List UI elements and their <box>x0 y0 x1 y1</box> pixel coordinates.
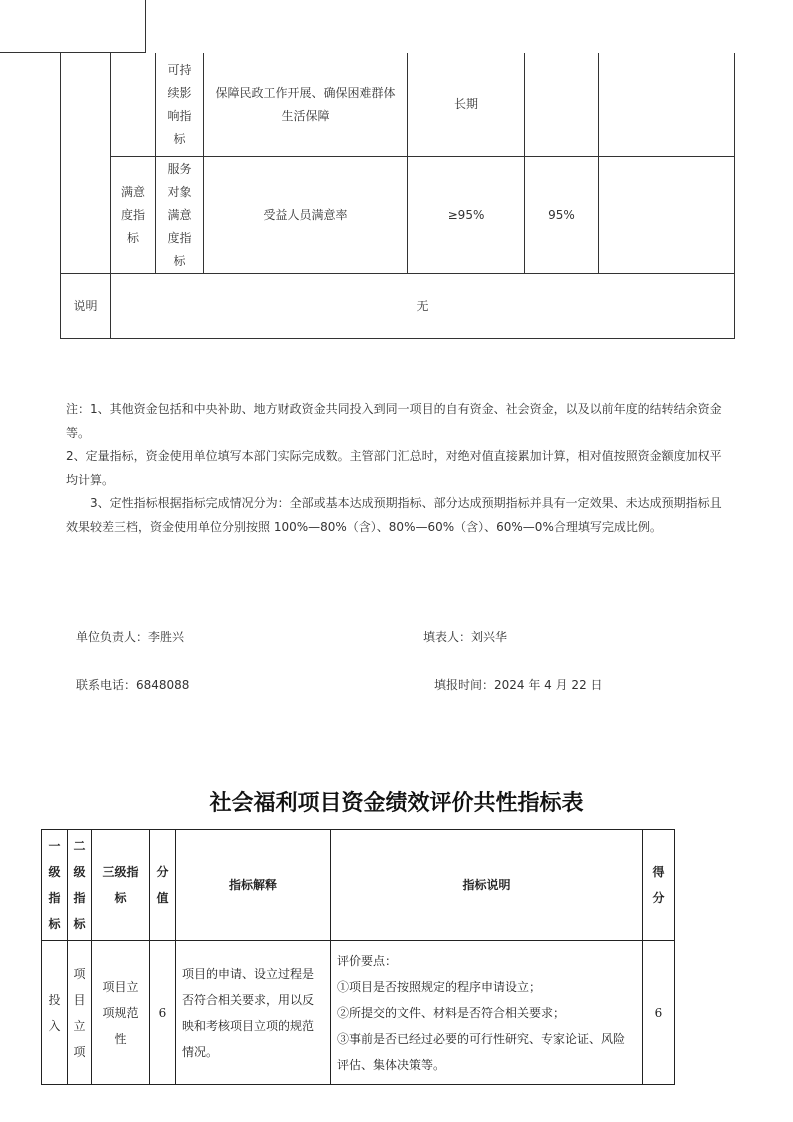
cell-level3: 项目立 项规范 性 <box>92 941 150 1085</box>
header-level1: 一 级 指 标 <box>42 830 68 941</box>
note-1: 注：1、其他资金包括和中央补助、地方财政资金共同投入到同一项目的自有资金、社会资金，以及以前年度的结转结余资金等。 <box>66 402 722 440</box>
cell-level2: 满意 度指 标 <box>111 157 156 274</box>
cell-note <box>599 157 735 274</box>
leader-label: 单位负责人：李胜兴 <box>76 630 185 644</box>
corner-box <box>0 0 146 53</box>
table-row <box>61 157 735 274</box>
page-title: 社会福利项目资金绩效评价共性指标表 <box>209 790 584 816</box>
header-score-value: 分 值 <box>150 830 176 941</box>
phone-label: 联系电话：6848088 <box>76 678 190 692</box>
header-explain: 指标解释 <box>176 830 331 941</box>
cell-metric: 保障民政工作开展、确保困难群体生活保障 <box>204 53 408 157</box>
performance-indicator-table <box>60 53 735 339</box>
cell-desc: 评价要点： ①项目是否按照规定的程序申请设立； ②所提交的文件、材料是否符合相关要求； ③事前是否已经过必要的可行性研究、专家论证、风险评估、集体决策等。 <box>331 941 643 1085</box>
cell-level3: 服务 对象 满意 度指 标 <box>156 157 204 274</box>
table-row <box>61 53 735 157</box>
remark-value: 无 <box>111 274 735 339</box>
cell-actual <box>525 53 599 157</box>
note-2: 2、定量指标，资金使用单位填写本部门实际完成数。主管部门汇总时，对绝对值直接累加计算，相对值按照资金额度加权平均计算。 <box>66 449 722 487</box>
header-desc: 指标说明 <box>331 830 643 941</box>
header-level3: 三级指 标 <box>92 830 150 941</box>
remark-label: 说明 <box>61 274 111 339</box>
filler-label: 填表人：刘兴华 <box>423 630 508 644</box>
cell-metric: 受益人员满意率 <box>204 157 408 274</box>
cell-target: 长期 <box>408 53 525 157</box>
note-3: 3、定性指标根据指标完成情况分为：全部或基本达成预期指标、部分达成预期指标并具有一定效果、未达成预期指标且效果较差三档，资金使用单位分别按照 100%—80%（含）、80%—60%（含）、60%—0%合理填写完成比例。 <box>66 496 722 534</box>
cell-actual: 95% <box>525 157 599 274</box>
header-level2: 二 级 指 标 <box>68 830 92 941</box>
cell-level1: 投 入 <box>42 941 68 1085</box>
cell-note <box>599 53 735 157</box>
common-indicator-table <box>41 829 675 1085</box>
merged-cell-level1 <box>61 53 111 274</box>
table-row-remark <box>61 274 735 339</box>
cell-level2: 项 目 立 项 <box>68 941 92 1085</box>
table-row <box>42 941 675 1085</box>
cell-score-value: 6 <box>150 941 176 1085</box>
header-score: 得 分 <box>643 830 675 941</box>
cell-level3: 可持 续影 响指 标 <box>156 53 204 157</box>
notes-section <box>66 398 730 539</box>
cell-level2 <box>111 53 156 157</box>
cell-score: 6 <box>643 941 675 1085</box>
cell-target: ≥95% <box>408 157 525 274</box>
table-header-row <box>42 830 675 941</box>
cell-explain: 项目的申请、设立过程是否符合相关要求，用以反映和考核项目立项的规范情况。 <box>176 941 331 1085</box>
date-label: 填报时间：2024 年 4 月 22 日 <box>434 678 603 692</box>
